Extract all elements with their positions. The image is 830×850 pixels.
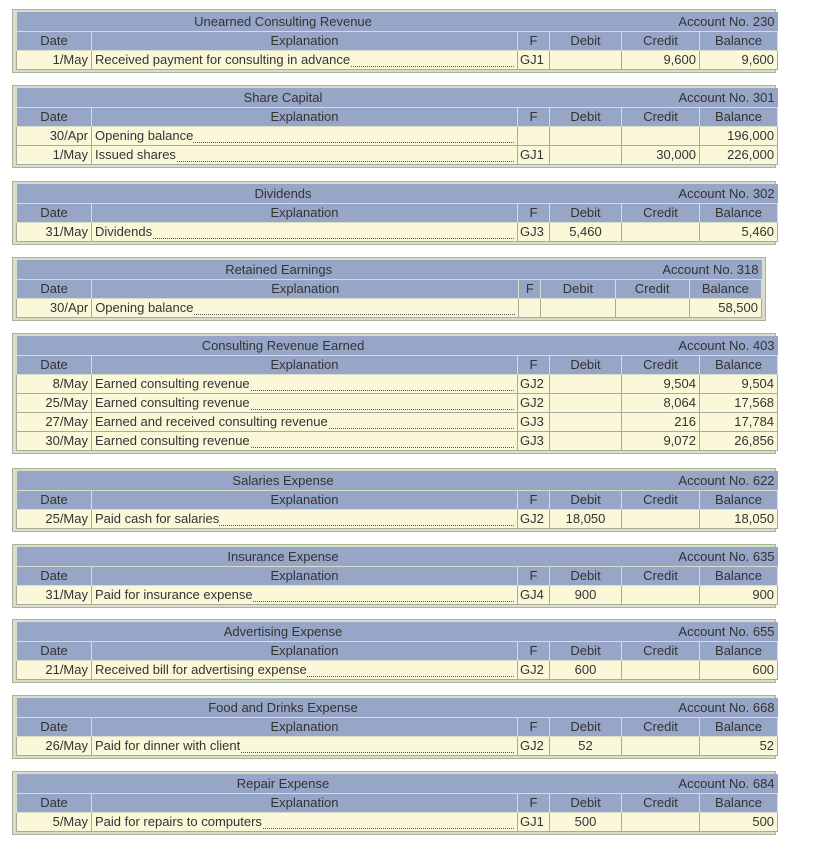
row-folio[interactable]: GJ3 <box>518 431 550 450</box>
column-header-date: Date <box>17 717 92 736</box>
column-header-explanation: Explanation <box>92 793 518 812</box>
row-debit[interactable] <box>550 431 622 450</box>
column-header-credit: Credit <box>622 717 700 736</box>
row-explanation: Earned consulting revenue <box>95 395 250 410</box>
row-debit[interactable] <box>541 298 615 317</box>
row-explanation-leader <box>95 813 514 830</box>
row-explanation-cell[interactable] <box>92 50 518 69</box>
column-header-explanation: Explanation <box>92 717 518 736</box>
row-credit[interactable] <box>615 298 689 317</box>
row-debit[interactable]: 52 <box>550 736 622 755</box>
ledger-account <box>12 257 766 321</box>
row-date[interactable]: 31/May <box>17 222 92 241</box>
column-header-f: F <box>518 107 550 126</box>
column-header-explanation: Explanation <box>92 279 519 298</box>
column-header-debit: Debit <box>550 355 622 374</box>
ledger-account <box>12 771 776 835</box>
ledger-table <box>16 622 778 680</box>
row-explanation: Earned consulting revenue <box>95 376 250 391</box>
row-explanation: Received bill for advertising expense <box>95 662 307 677</box>
row-balance[interactable]: 600 <box>700 660 778 679</box>
row-explanation-leader <box>95 661 514 678</box>
ledger-account <box>12 468 776 532</box>
column-header-explanation: Explanation <box>92 203 518 222</box>
row-date[interactable]: 1/May <box>17 145 92 164</box>
column-header-credit: Credit <box>622 566 700 585</box>
row-date[interactable]: 25/May <box>17 509 92 528</box>
row-credit[interactable] <box>622 812 700 831</box>
column-header-credit: Credit <box>622 641 700 660</box>
column-header-credit: Credit <box>622 490 700 509</box>
column-header-balance: Balance <box>700 490 778 509</box>
ledger-row <box>17 812 778 831</box>
row-debit[interactable] <box>550 126 622 145</box>
ledger-row <box>17 374 778 393</box>
ledger-table <box>16 698 778 756</box>
row-debit[interactable] <box>550 412 622 431</box>
column-header-f: F <box>518 355 550 374</box>
account-number: Account No. 684 <box>550 774 778 793</box>
row-balance[interactable]: 17,784 <box>700 412 778 431</box>
column-header-f: F <box>519 279 541 298</box>
row-explanation-cell[interactable] <box>92 660 518 679</box>
row-balance[interactable]: 17,568 <box>700 393 778 412</box>
ledger-account <box>12 85 776 168</box>
column-header-debit: Debit <box>550 717 622 736</box>
ledger-title-row <box>17 774 778 793</box>
row-credit[interactable]: 9,504 <box>622 374 700 393</box>
column-header-credit: Credit <box>622 203 700 222</box>
ledger-title-row <box>17 547 778 566</box>
ledger-account <box>12 544 776 608</box>
row-date[interactable]: 31/May <box>17 585 92 604</box>
column-header-credit: Credit <box>615 279 689 298</box>
row-balance[interactable]: 52 <box>700 736 778 755</box>
column-header-row <box>17 31 778 50</box>
account-number: Account No. 668 <box>550 698 778 717</box>
column-header-f: F <box>518 717 550 736</box>
column-header-explanation: Explanation <box>92 107 518 126</box>
row-explanation-leader <box>95 586 514 603</box>
column-header-debit: Debit <box>550 107 622 126</box>
column-header-date: Date <box>17 490 92 509</box>
column-header-debit: Debit <box>541 279 615 298</box>
column-header-f: F <box>518 566 550 585</box>
ledger-title-row <box>17 184 778 203</box>
column-header-date: Date <box>17 279 92 298</box>
row-explanation: Received payment for consulting in advance <box>95 52 351 67</box>
account-number: Account No. 302 <box>550 184 778 203</box>
column-header-row <box>17 717 778 736</box>
ledger-table <box>16 88 778 165</box>
ledger-row <box>17 298 762 317</box>
column-header-debit: Debit <box>550 203 622 222</box>
account-title: Advertising Expense <box>17 622 550 641</box>
account-title: Food and Drinks Expense <box>17 698 550 717</box>
column-header-date: Date <box>17 641 92 660</box>
row-credit[interactable]: 9,072 <box>622 431 700 450</box>
column-header-balance: Balance <box>700 641 778 660</box>
row-balance[interactable]: 18,050 <box>700 509 778 528</box>
column-header-date: Date <box>17 107 92 126</box>
row-debit[interactable] <box>550 374 622 393</box>
ledger-row <box>17 509 778 528</box>
column-header-credit: Credit <box>622 355 700 374</box>
ledger-account <box>12 9 776 73</box>
row-explanation: Paid for repairs to computers <box>95 814 262 829</box>
column-header-balance: Balance <box>700 355 778 374</box>
ledger-title-row <box>17 471 778 490</box>
column-header-explanation: Explanation <box>92 566 518 585</box>
row-folio[interactable]: GJ4 <box>518 585 550 604</box>
row-folio[interactable] <box>519 298 541 317</box>
row-balance[interactable]: 9,504 <box>700 374 778 393</box>
row-date[interactable]: 30/Apr <box>17 298 92 317</box>
row-date[interactable]: 8/May <box>17 374 92 393</box>
column-header-explanation: Explanation <box>92 490 518 509</box>
row-folio[interactable]: GJ2 <box>518 374 550 393</box>
row-explanation: Earned consulting revenue <box>95 433 250 448</box>
row-explanation-leader <box>95 146 514 163</box>
account-title: Dividends <box>17 184 550 203</box>
row-folio[interactable]: GJ2 <box>518 393 550 412</box>
row-folio[interactable]: GJ1 <box>518 145 550 164</box>
ledger-table <box>16 774 778 832</box>
column-header-balance: Balance <box>700 107 778 126</box>
column-header-f: F <box>518 641 550 660</box>
column-header-row <box>17 793 778 812</box>
account-title: Insurance Expense <box>17 547 550 566</box>
row-balance[interactable]: 26,856 <box>700 431 778 450</box>
ledger-table <box>16 547 778 605</box>
column-header-balance: Balance <box>689 279 761 298</box>
row-explanation-cell[interactable] <box>92 585 518 604</box>
row-folio[interactable]: GJ2 <box>518 660 550 679</box>
ledger-title-row <box>17 88 778 107</box>
column-header-row <box>17 641 778 660</box>
ledger-table <box>16 260 762 318</box>
row-credit[interactable] <box>622 585 700 604</box>
column-header-debit: Debit <box>550 566 622 585</box>
column-header-f: F <box>518 203 550 222</box>
row-explanation-cell[interactable] <box>92 736 518 755</box>
row-debit[interactable]: 18,050 <box>550 509 622 528</box>
column-header-debit: Debit <box>550 641 622 660</box>
row-debit[interactable]: 5,460 <box>550 222 622 241</box>
row-balance[interactable]: 58,500 <box>689 298 761 317</box>
column-header-balance: Balance <box>700 31 778 50</box>
ledger-row <box>17 222 778 241</box>
column-header-date: Date <box>17 31 92 50</box>
column-header-f: F <box>518 490 550 509</box>
row-debit[interactable] <box>550 50 622 69</box>
row-debit[interactable]: 500 <box>550 812 622 831</box>
column-header-debit: Debit <box>550 31 622 50</box>
ledger-account <box>12 181 776 245</box>
ledger-row <box>17 126 778 145</box>
ledger-row <box>17 660 778 679</box>
row-date[interactable]: 5/May <box>17 812 92 831</box>
column-header-balance: Balance <box>700 203 778 222</box>
row-folio[interactable]: GJ3 <box>518 412 550 431</box>
column-header-credit: Credit <box>622 107 700 126</box>
account-number: Account No. 230 <box>550 12 778 31</box>
row-debit[interactable] <box>550 145 622 164</box>
row-date[interactable]: 21/May <box>17 660 92 679</box>
column-header-row <box>17 203 778 222</box>
column-header-explanation: Explanation <box>92 355 518 374</box>
row-credit[interactable]: 30,000 <box>622 145 700 164</box>
row-date[interactable]: 26/May <box>17 736 92 755</box>
column-header-credit: Credit <box>622 793 700 812</box>
row-explanation-leader <box>95 223 514 240</box>
row-credit[interactable] <box>622 126 700 145</box>
ledger-table <box>16 471 778 529</box>
row-debit[interactable]: 900 <box>550 585 622 604</box>
row-explanation-leader <box>95 375 514 392</box>
row-explanation-leader <box>95 510 514 527</box>
column-header-row <box>17 279 762 298</box>
row-debit[interactable] <box>550 393 622 412</box>
column-header-balance: Balance <box>700 566 778 585</box>
row-explanation-leader <box>95 299 515 316</box>
row-balance[interactable]: 226,000 <box>700 145 778 164</box>
row-folio[interactable]: GJ1 <box>518 50 550 69</box>
row-debit[interactable]: 600 <box>550 660 622 679</box>
row-explanation: Paid for dinner with client <box>95 738 241 753</box>
row-date[interactable]: 1/May <box>17 50 92 69</box>
column-header-date: Date <box>17 355 92 374</box>
row-explanation: Paid cash for salaries <box>95 511 220 526</box>
ledger-row <box>17 431 778 450</box>
row-date[interactable]: 27/May <box>17 412 92 431</box>
ledger-account <box>12 333 776 454</box>
column-header-row <box>17 566 778 585</box>
ledger-title-row <box>17 260 762 279</box>
account-title: Salaries Expense <box>17 471 550 490</box>
row-explanation: Opening balance <box>95 128 194 143</box>
ledger-title-row <box>17 698 778 717</box>
ledger-row <box>17 412 778 431</box>
row-date[interactable]: 30/May <box>17 431 92 450</box>
row-explanation-cell[interactable] <box>92 374 518 393</box>
row-credit[interactable] <box>622 222 700 241</box>
row-balance[interactable]: 196,000 <box>700 126 778 145</box>
row-credit[interactable]: 216 <box>622 412 700 431</box>
row-explanation-leader <box>95 413 514 430</box>
row-explanation-cell[interactable] <box>92 298 519 317</box>
column-header-f: F <box>518 31 550 50</box>
row-credit[interactable] <box>622 736 700 755</box>
row-date[interactable]: 30/Apr <box>17 126 92 145</box>
column-header-row <box>17 490 778 509</box>
row-explanation-cell[interactable] <box>92 126 518 145</box>
row-explanation-cell[interactable] <box>92 393 518 412</box>
column-header-debit: Debit <box>550 793 622 812</box>
ledger-row <box>17 736 778 755</box>
column-header-date: Date <box>17 203 92 222</box>
row-explanation-cell[interactable] <box>92 509 518 528</box>
account-number: Account No. 403 <box>550 336 778 355</box>
row-balance[interactable]: 5,460 <box>700 222 778 241</box>
account-title: Retained Earnings <box>17 260 541 279</box>
account-number: Account No. 635 <box>550 547 778 566</box>
row-explanation-cell[interactable] <box>92 412 518 431</box>
account-number: Account No. 622 <box>550 471 778 490</box>
row-explanation: Earned and received consulting revenue <box>95 414 328 429</box>
ledger-account <box>12 619 776 683</box>
ledger-row <box>17 393 778 412</box>
row-explanation-cell[interactable] <box>92 431 518 450</box>
column-header-row <box>17 355 778 374</box>
row-folio[interactable]: GJ3 <box>518 222 550 241</box>
row-date[interactable]: 25/May <box>17 393 92 412</box>
ledger-title-row <box>17 622 778 641</box>
ledger-title-row <box>17 12 778 31</box>
account-number: Account No. 318 <box>541 260 762 279</box>
ledger-title-row <box>17 336 778 355</box>
ledger-account <box>12 695 776 759</box>
column-header-date: Date <box>17 566 92 585</box>
row-explanation-leader <box>95 737 514 754</box>
row-balance[interactable]: 9,600 <box>700 50 778 69</box>
row-explanation-cell[interactable] <box>92 145 518 164</box>
row-credit[interactable] <box>622 509 700 528</box>
account-title: Unearned Consulting Revenue <box>17 12 550 31</box>
row-credit[interactable] <box>622 660 700 679</box>
column-header-explanation: Explanation <box>92 31 518 50</box>
row-explanation-cell[interactable] <box>92 222 518 241</box>
account-title: Consulting Revenue Earned <box>17 336 550 355</box>
account-number: Account No. 655 <box>550 622 778 641</box>
account-number: Account No. 301 <box>550 88 778 107</box>
row-credit[interactable]: 8,064 <box>622 393 700 412</box>
row-explanation: Issued shares <box>95 147 176 162</box>
column-header-explanation: Explanation <box>92 641 518 660</box>
row-explanation: Dividends <box>95 224 153 239</box>
ledger-row <box>17 585 778 604</box>
column-header-row <box>17 107 778 126</box>
column-header-balance: Balance <box>700 717 778 736</box>
account-title: Share Capital <box>17 88 550 107</box>
row-folio[interactable] <box>518 126 550 145</box>
row-folio[interactable]: GJ1 <box>518 812 550 831</box>
row-explanation-leader <box>95 51 514 68</box>
ledger-table <box>16 336 778 451</box>
row-explanation-leader <box>95 394 514 411</box>
ledger-table <box>16 12 778 70</box>
column-header-balance: Balance <box>700 793 778 812</box>
row-explanation: Paid for insurance expense <box>95 587 253 602</box>
row-explanation-leader <box>95 127 514 144</box>
row-explanation-leader <box>95 432 514 449</box>
column-header-f: F <box>518 793 550 812</box>
column-header-debit: Debit <box>550 490 622 509</box>
account-title: Repair Expense <box>17 774 550 793</box>
row-balance[interactable]: 900 <box>700 585 778 604</box>
ledger-row <box>17 145 778 164</box>
row-explanation-cell[interactable] <box>92 812 518 831</box>
row-credit[interactable]: 9,600 <box>622 50 700 69</box>
row-balance[interactable]: 500 <box>700 812 778 831</box>
ledger-table <box>16 184 778 242</box>
row-folio[interactable]: GJ2 <box>518 509 550 528</box>
row-folio[interactable]: GJ2 <box>518 736 550 755</box>
column-header-date: Date <box>17 793 92 812</box>
column-header-credit: Credit <box>622 31 700 50</box>
ledger-row <box>17 50 778 69</box>
row-explanation: Opening balance <box>95 300 194 315</box>
